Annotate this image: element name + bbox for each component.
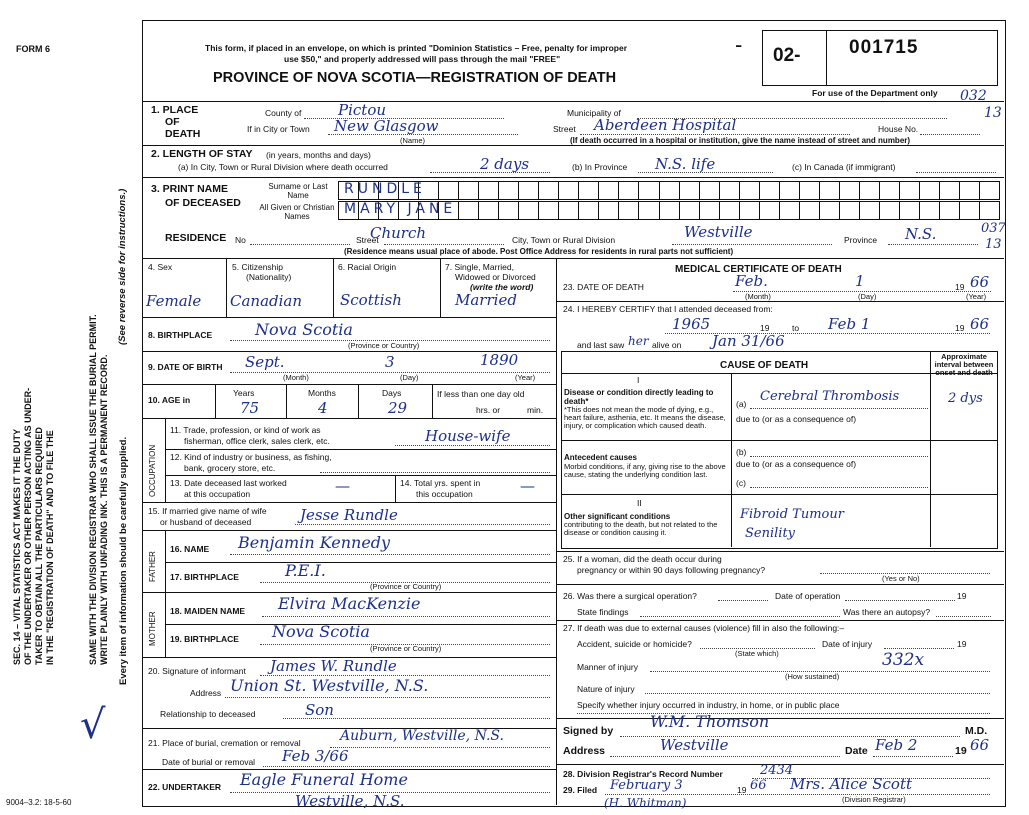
cause-c-label: (c): [736, 478, 746, 488]
attended-to-label: to: [792, 323, 800, 333]
attended-from: 1965: [672, 315, 711, 333]
letter-cell: [700, 182, 720, 199]
industry-label-2: bank, grocery store, etc.: [184, 463, 276, 473]
letter-cell: [860, 182, 880, 199]
cause-a-value: Cerebral Thrombosis: [760, 389, 900, 404]
totalyrs-label-2: this occupation: [416, 489, 473, 499]
marital-label-2: Widowed or Divorced: [455, 272, 536, 282]
record-label: 28. Division Registrar's Record Number: [563, 769, 723, 779]
letter-cell: [820, 202, 840, 219]
birthplace-value: Nova Scotia: [255, 320, 353, 339]
filed-19: 19: [737, 785, 747, 795]
undertaker-label: 22. UNDERTAKER: [148, 782, 222, 792]
reg-number: 001715: [849, 37, 919, 58]
surname-grid: [338, 181, 1000, 200]
racial-value: Scottish: [340, 291, 402, 309]
lastworked-label-2: at this occupation: [184, 489, 251, 499]
surname-value: RUNDLE: [344, 181, 426, 197]
county-label: County of: [265, 108, 302, 118]
father-bp-value: P.E.I.: [285, 561, 326, 580]
birthplace-label: 8. BIRTHPLACE: [148, 330, 213, 340]
other-value-2: Senility: [745, 526, 796, 541]
mother-bp-value: Nova Scotia: [272, 622, 370, 641]
form-code: 9004–3.2: 18-5-60: [6, 798, 72, 807]
how-sustained-caption: (How sustained): [785, 672, 840, 681]
mother-name-label: 18. MAIDEN NAME: [170, 606, 246, 616]
dob-day-caption: (Day): [400, 373, 419, 382]
name-label-1: 3. PRINT NAME: [151, 183, 229, 195]
side-instruction-3: TAKER TO OBTAIN ALL THE PARTICULARS REQUIRED: [34, 427, 44, 665]
citizenship-label: 5. Citizenship: [232, 262, 284, 272]
registration-number-box: [762, 30, 998, 86]
age-lt-day-label: If less than one day old: [437, 389, 525, 399]
letter-cell: [780, 202, 800, 219]
medical-address-label: Address: [563, 745, 606, 757]
side-instruction-4: IN THE "REGISTRATION OF DEATH" AND TO FILE THE: [45, 430, 55, 665]
surname-label: Surname or Last Name: [268, 182, 328, 200]
marital-value: Married: [455, 291, 517, 309]
residence-no-label: No: [235, 235, 246, 245]
institution-note: (If death occurred in a hospital or institution, give the name instead of street and number): [570, 136, 911, 145]
given-value: MARY JANE: [344, 201, 457, 217]
letter-cell: [960, 202, 980, 219]
disease-note: *This does not mean the mode of dying, e.g., heart failure, asthenia, etc. It means the disease, injury, or complication which caused death.: [564, 405, 726, 430]
residence-code-2: 13: [985, 237, 1002, 252]
city-value: New Glasgow: [334, 117, 439, 135]
mother-name-value: Elvira MacKenzie: [278, 594, 421, 613]
side-instruction-2: OF THE UNDERTAKER OR OTHER PERSON ACTING AS UNDER-: [23, 387, 33, 665]
residence-code-1: 037: [981, 221, 1006, 236]
cause-b-label: (b): [736, 447, 747, 457]
side-instruction-8: Every item of information should be carefully supplied.: [118, 436, 129, 685]
dept-use-label: For use of the Department only: [812, 88, 938, 98]
letter-cell: [499, 182, 519, 199]
informant-address-label: Address: [190, 688, 222, 698]
disease-label: Disease or condition directly leading to death*: [564, 388, 714, 406]
stay-c-label: (c) In Canada (if immigrant): [792, 162, 896, 172]
op-19: 19: [957, 591, 967, 601]
residence-street-label: Street: [356, 235, 379, 245]
age-days-label: Days: [382, 388, 402, 398]
nationality-caption: (Nationality): [246, 272, 292, 282]
medical-date-label: Date: [845, 745, 868, 757]
lastworked-label-1: 13. Date deceased last worked: [170, 478, 287, 488]
filed-date-value: February 3: [610, 778, 683, 793]
letter-cell: [539, 202, 559, 219]
letter-cell: [459, 202, 479, 219]
county-value: Pictou: [338, 101, 387, 119]
due-to-2: due to (or as a consequence of): [736, 459, 857, 469]
certify-label: 24. I HEREBY CERTIFY that I attended deceased from:: [563, 304, 773, 314]
side-instruction-1: SEC. 14 – VITAL STATISTICS ACT MAKES IT THE DUTY: [12, 428, 22, 665]
form-number: FORM 6: [16, 44, 51, 54]
letter-cell: [680, 202, 700, 219]
dob-year-caption: (Year): [515, 373, 536, 382]
side-instruction-7: (See reverse side for instructions.): [117, 188, 128, 345]
occupation-section-label: OCCUPATION: [148, 444, 157, 497]
letter-cell: [660, 182, 680, 199]
residence-province-label: Province: [844, 235, 878, 245]
letter-cell: [960, 182, 980, 199]
manner-code: 332x: [882, 650, 925, 670]
letter-cell: [479, 202, 499, 219]
burial-place-label: 21. Place of burial, cremation or removal: [148, 738, 301, 748]
state-findings-label: State findings: [577, 607, 629, 617]
undertaker-value: Eagle Funeral Home: [240, 770, 408, 789]
marital-label-3: (write the word): [470, 282, 534, 292]
street-value: Aberdeen Hospital: [594, 116, 737, 134]
trade-label-1: 11. Trade, profession, or kind of work as: [170, 425, 321, 435]
letter-cell: [800, 182, 820, 199]
registrar-name: Mrs. Alice Scott: [790, 775, 912, 793]
letter-cell: [599, 182, 619, 199]
registrar-caption: (Division Registrar): [842, 795, 906, 804]
attended-year: 66: [970, 315, 990, 333]
letter-cell: [700, 202, 720, 219]
age-label: 10. AGE in: [148, 395, 191, 405]
age-years-label: Years: [233, 388, 255, 398]
dob-month-caption: (Month): [283, 373, 309, 382]
last-seen-who: her: [628, 334, 649, 348]
age-hrs-label: hrs. or: [476, 405, 501, 415]
letter-cell: [840, 202, 860, 219]
spouse-label-1: 15. If married give name of wife: [148, 506, 267, 516]
birthplace-caption: (Province or Country): [348, 341, 420, 350]
age-years-value: 75: [240, 399, 260, 417]
letter-cell: [900, 202, 920, 219]
undertaker-value-2: Westville, N.S.: [295, 792, 405, 810]
signed-label: Signed by: [563, 725, 614, 737]
letter-cell: [499, 202, 519, 219]
last-seen-label-1: and last saw: [577, 340, 625, 350]
stay-b-label: (b) In Province: [572, 162, 628, 172]
burial-date-label: Date of burial or removal: [162, 757, 256, 767]
interval-header: Approximate interval between onset and death: [934, 352, 994, 377]
accident-label: Accident, suicide or homicide?: [577, 639, 692, 649]
letter-cell: [780, 182, 800, 199]
other-label: Other significant conditions: [564, 512, 671, 521]
last-seen-value: Jan 31/66: [712, 332, 785, 350]
spouse-value: Jesse Rundle: [300, 506, 398, 524]
dept-code-2: 13: [984, 105, 1002, 121]
form-title: PROVINCE OF NOVA SCOTIA—REGISTRATION OF DEATH: [213, 70, 617, 86]
age-months-label: Months: [308, 388, 336, 398]
stay-label: 2. LENGTH OF STAY: [151, 148, 253, 160]
dept-code-1: 032: [960, 88, 987, 104]
place-label-2: OF: [165, 116, 180, 128]
letter-cell: [519, 182, 539, 199]
letter-cell: [940, 202, 960, 219]
letter-cell: [619, 202, 639, 219]
letter-cell: [760, 202, 780, 219]
mother-bp-caption: (Province or Country): [370, 644, 442, 653]
name-label-2: OF DECEASED: [165, 197, 241, 209]
age-min-label: min.: [527, 405, 544, 415]
residence-city-label: City, Town or Rural Division: [512, 235, 616, 245]
age-months-value: 4: [318, 399, 328, 417]
dob-year: 1890: [480, 351, 519, 369]
sex-label: 4. Sex: [148, 262, 173, 272]
stay-a-value: 2 days: [480, 155, 530, 173]
letter-cell: [720, 202, 740, 219]
other-value-1: Fibroid Tumour: [740, 507, 844, 522]
letter-cell: [439, 182, 459, 199]
residence-note: (Residence means usual place of abode. Post Office Address for residents in rural parts not sufficient): [344, 247, 734, 256]
death-day: 1: [855, 272, 865, 290]
residence-label: RESIDENCE: [165, 232, 227, 244]
residence-city-value: Westville: [684, 223, 753, 241]
stay-a-label: (a) In City, Town or Rural Division where death occurred: [178, 162, 388, 172]
section-ii: II: [637, 498, 642, 508]
section-i: I: [637, 375, 640, 385]
sex-value: Female: [146, 292, 202, 310]
spouse-label-2: or husband of deceased: [160, 517, 252, 527]
nature-label: Nature of injury: [577, 684, 635, 694]
filed-label: 29. Filed: [563, 785, 598, 795]
dob-label: 9. DATE OF BIRTH: [148, 362, 223, 372]
attended-19: 19: [760, 323, 770, 333]
place-label-3: DEATH: [165, 128, 201, 140]
burial-date-value: Feb 3/66: [282, 747, 349, 765]
letter-cell: [860, 202, 880, 219]
citizenship-value: Canadian: [230, 292, 303, 310]
death-day-caption: (Day): [858, 292, 877, 301]
marital-label-1: 7. Single, Married,: [445, 262, 514, 272]
street-label: Street: [553, 124, 576, 134]
father-bp-caption: (Province or Country): [370, 582, 442, 591]
letter-cell: [639, 202, 659, 219]
due-to-1: due to (or as a consequence of): [736, 414, 857, 424]
informant-sig-label: 20. Signature of informant: [148, 666, 246, 676]
letter-cell: [459, 182, 479, 199]
industry-injury-label: Specify whether injury occurred in industry, in home, or in public place: [577, 700, 840, 710]
father-section-label: FATHER: [148, 551, 157, 582]
letter-cell: [740, 202, 760, 219]
md-label: M.D.: [965, 725, 988, 737]
reg-prefix: 02-: [773, 45, 801, 66]
residence-province-value: N.S.: [905, 225, 937, 243]
postal-notice-2: use $50," and properly addressed will pass through the mail "FREE": [284, 54, 561, 64]
mother-bp-label: 19. BIRTHPLACE: [170, 634, 239, 644]
cause-title: CAUSE OF DEATH: [720, 360, 809, 371]
letter-cell: [900, 182, 920, 199]
antecedent-label: Antecedent causes: [564, 453, 637, 462]
stay-units-label: (in years, months and days): [266, 150, 371, 160]
letter-cell: [579, 182, 599, 199]
letter-cell: [680, 182, 700, 199]
municipality-label: Municipality of: [567, 108, 621, 118]
letter-cell: [599, 202, 619, 219]
letter-cell: [740, 182, 760, 199]
letter-cell: [619, 182, 639, 199]
relationship-value: Son: [305, 701, 334, 719]
dob-month: Sept.: [245, 353, 285, 371]
letter-cell: [940, 182, 960, 199]
record-value: 2434: [760, 763, 794, 778]
letter-cell: [559, 182, 579, 199]
father-name-label: 16. NAME: [170, 544, 210, 554]
attended-to: Feb 1: [828, 315, 871, 333]
cause-a-label: (a): [736, 399, 747, 409]
mother-section-label: MOTHER: [148, 611, 157, 646]
letter-cell: [880, 182, 900, 199]
father-name-value: Benjamin Kennedy: [238, 533, 391, 552]
letter-cell: [519, 202, 539, 219]
death-year: 66: [970, 273, 990, 291]
lastworked-value: —: [335, 477, 350, 495]
medical-date-value: Feb 2: [875, 736, 918, 754]
informant-signature: James W. Rundle: [270, 657, 397, 675]
manner-label: Manner of injury: [577, 662, 638, 672]
woman-label-1: 25. If a woman, did the death occur during: [563, 554, 722, 564]
letter-cell: [840, 182, 860, 199]
medical-address-value: Westville: [660, 736, 729, 754]
letter-cell: [980, 182, 999, 199]
antecedent-note: Morbid conditions, if any, giving rise to the above cause, stating the underlying condition last.: [564, 462, 726, 479]
postal-notice-1: This form, if placed in an envelope, on which is printed "Dominion Statistics – Free, penalty for improper: [205, 43, 628, 53]
stay-b-value: N.S. life: [655, 155, 716, 173]
death-month-caption: (Month): [745, 292, 771, 301]
side-instruction-5: SAME WITH THE DIVISION REGISTRAR WHO SHALL ISSUE THE BURIAL PERMIT.: [88, 314, 98, 665]
informant-address-value: Union St. Westville, N.S.: [230, 676, 429, 695]
interval-a-value: 2 dys: [948, 391, 983, 406]
burial-place-value: Auburn, Westville, N.S.: [340, 728, 504, 744]
letter-cell: [720, 182, 740, 199]
letter-cell: [559, 202, 579, 219]
medical-title: MEDICAL CERTIFICATE OF DEATH: [675, 264, 842, 275]
dash-mark: -: [735, 32, 743, 57]
yesno-caption: (Yes or No): [882, 574, 920, 583]
dob-day: 3: [385, 353, 395, 371]
letter-cell: [760, 182, 780, 199]
city-name-caption: (Name): [400, 136, 426, 145]
op-date-label: Date of operation: [775, 591, 841, 601]
father-bp-label: 17. BIRTHPLACE: [170, 572, 239, 582]
death-month: Feb.: [735, 272, 768, 290]
place-label-1: 1. PLACE: [151, 104, 199, 116]
attended-year-prefix: 19: [955, 323, 965, 333]
death-year-prefix: 19: [955, 282, 965, 292]
city-label: If in City or Town: [247, 124, 310, 134]
residence-street-value: Church: [370, 224, 427, 242]
given-label: All Given or Christian Names: [259, 203, 335, 221]
letter-cell: [479, 182, 499, 199]
injury-date-label: Date of injury: [822, 639, 873, 649]
industry-label-1: 12. Kind of industry or business, as fishing,: [170, 452, 332, 462]
letter-cell: [920, 202, 940, 219]
totalyrs-label-1: 14. Total yrs. spent in: [400, 478, 481, 488]
state-which-caption: (State which): [735, 649, 779, 658]
trade-label-2: fisherman, office clerk, sales clerk, etc.: [184, 436, 330, 446]
death-date-label: 23. DATE OF DEATH: [563, 282, 644, 292]
checkmark-annotation: √: [80, 702, 106, 748]
letter-cell: [880, 202, 900, 219]
external-label: 27. If death was due to external causes (violence) fill in also the following:–: [563, 623, 845, 633]
surgery-label: 26. Was there a surgical operation?: [563, 591, 697, 601]
letter-cell: [579, 202, 599, 219]
letter-cell: [639, 182, 659, 199]
letter-cell: [920, 182, 940, 199]
letter-cell: [980, 202, 999, 219]
death-year-caption: (Year): [966, 292, 987, 301]
filed-year: 66: [750, 778, 767, 793]
other-note: contributing to the death, but not related to the disease or condition causing it.: [564, 520, 718, 537]
letter-cell: [800, 202, 820, 219]
medical-date-year: 66: [970, 736, 990, 754]
totalyrs-value: —: [520, 477, 535, 495]
woman-label-2: pregnancy or within 90 days following pregnancy?: [577, 565, 766, 575]
last-seen-label-2: alive on: [652, 340, 682, 350]
filed-by-value: (H. Whitman): [604, 796, 687, 810]
letter-cell: [539, 182, 559, 199]
racial-label: 6. Racial Origin: [338, 262, 397, 272]
letter-cell: [820, 182, 840, 199]
letter-cell: [660, 202, 680, 219]
autopsy-label: Was there an autopsy?: [843, 607, 931, 617]
age-days-value: 29: [388, 399, 408, 417]
inj-19: 19: [957, 639, 967, 649]
medical-date-prefix: 19: [955, 745, 967, 757]
side-instruction-6: WRITE PLAINLY WITH UNFADING INK. THIS IS A PERMANENT RECORD.: [99, 354, 109, 665]
house-label: House No.: [878, 124, 919, 134]
signed-value: W.M. Thomson: [650, 712, 770, 731]
trade-value: House-wife: [425, 427, 511, 445]
relationship-label: Relationship to deceased: [160, 709, 256, 719]
